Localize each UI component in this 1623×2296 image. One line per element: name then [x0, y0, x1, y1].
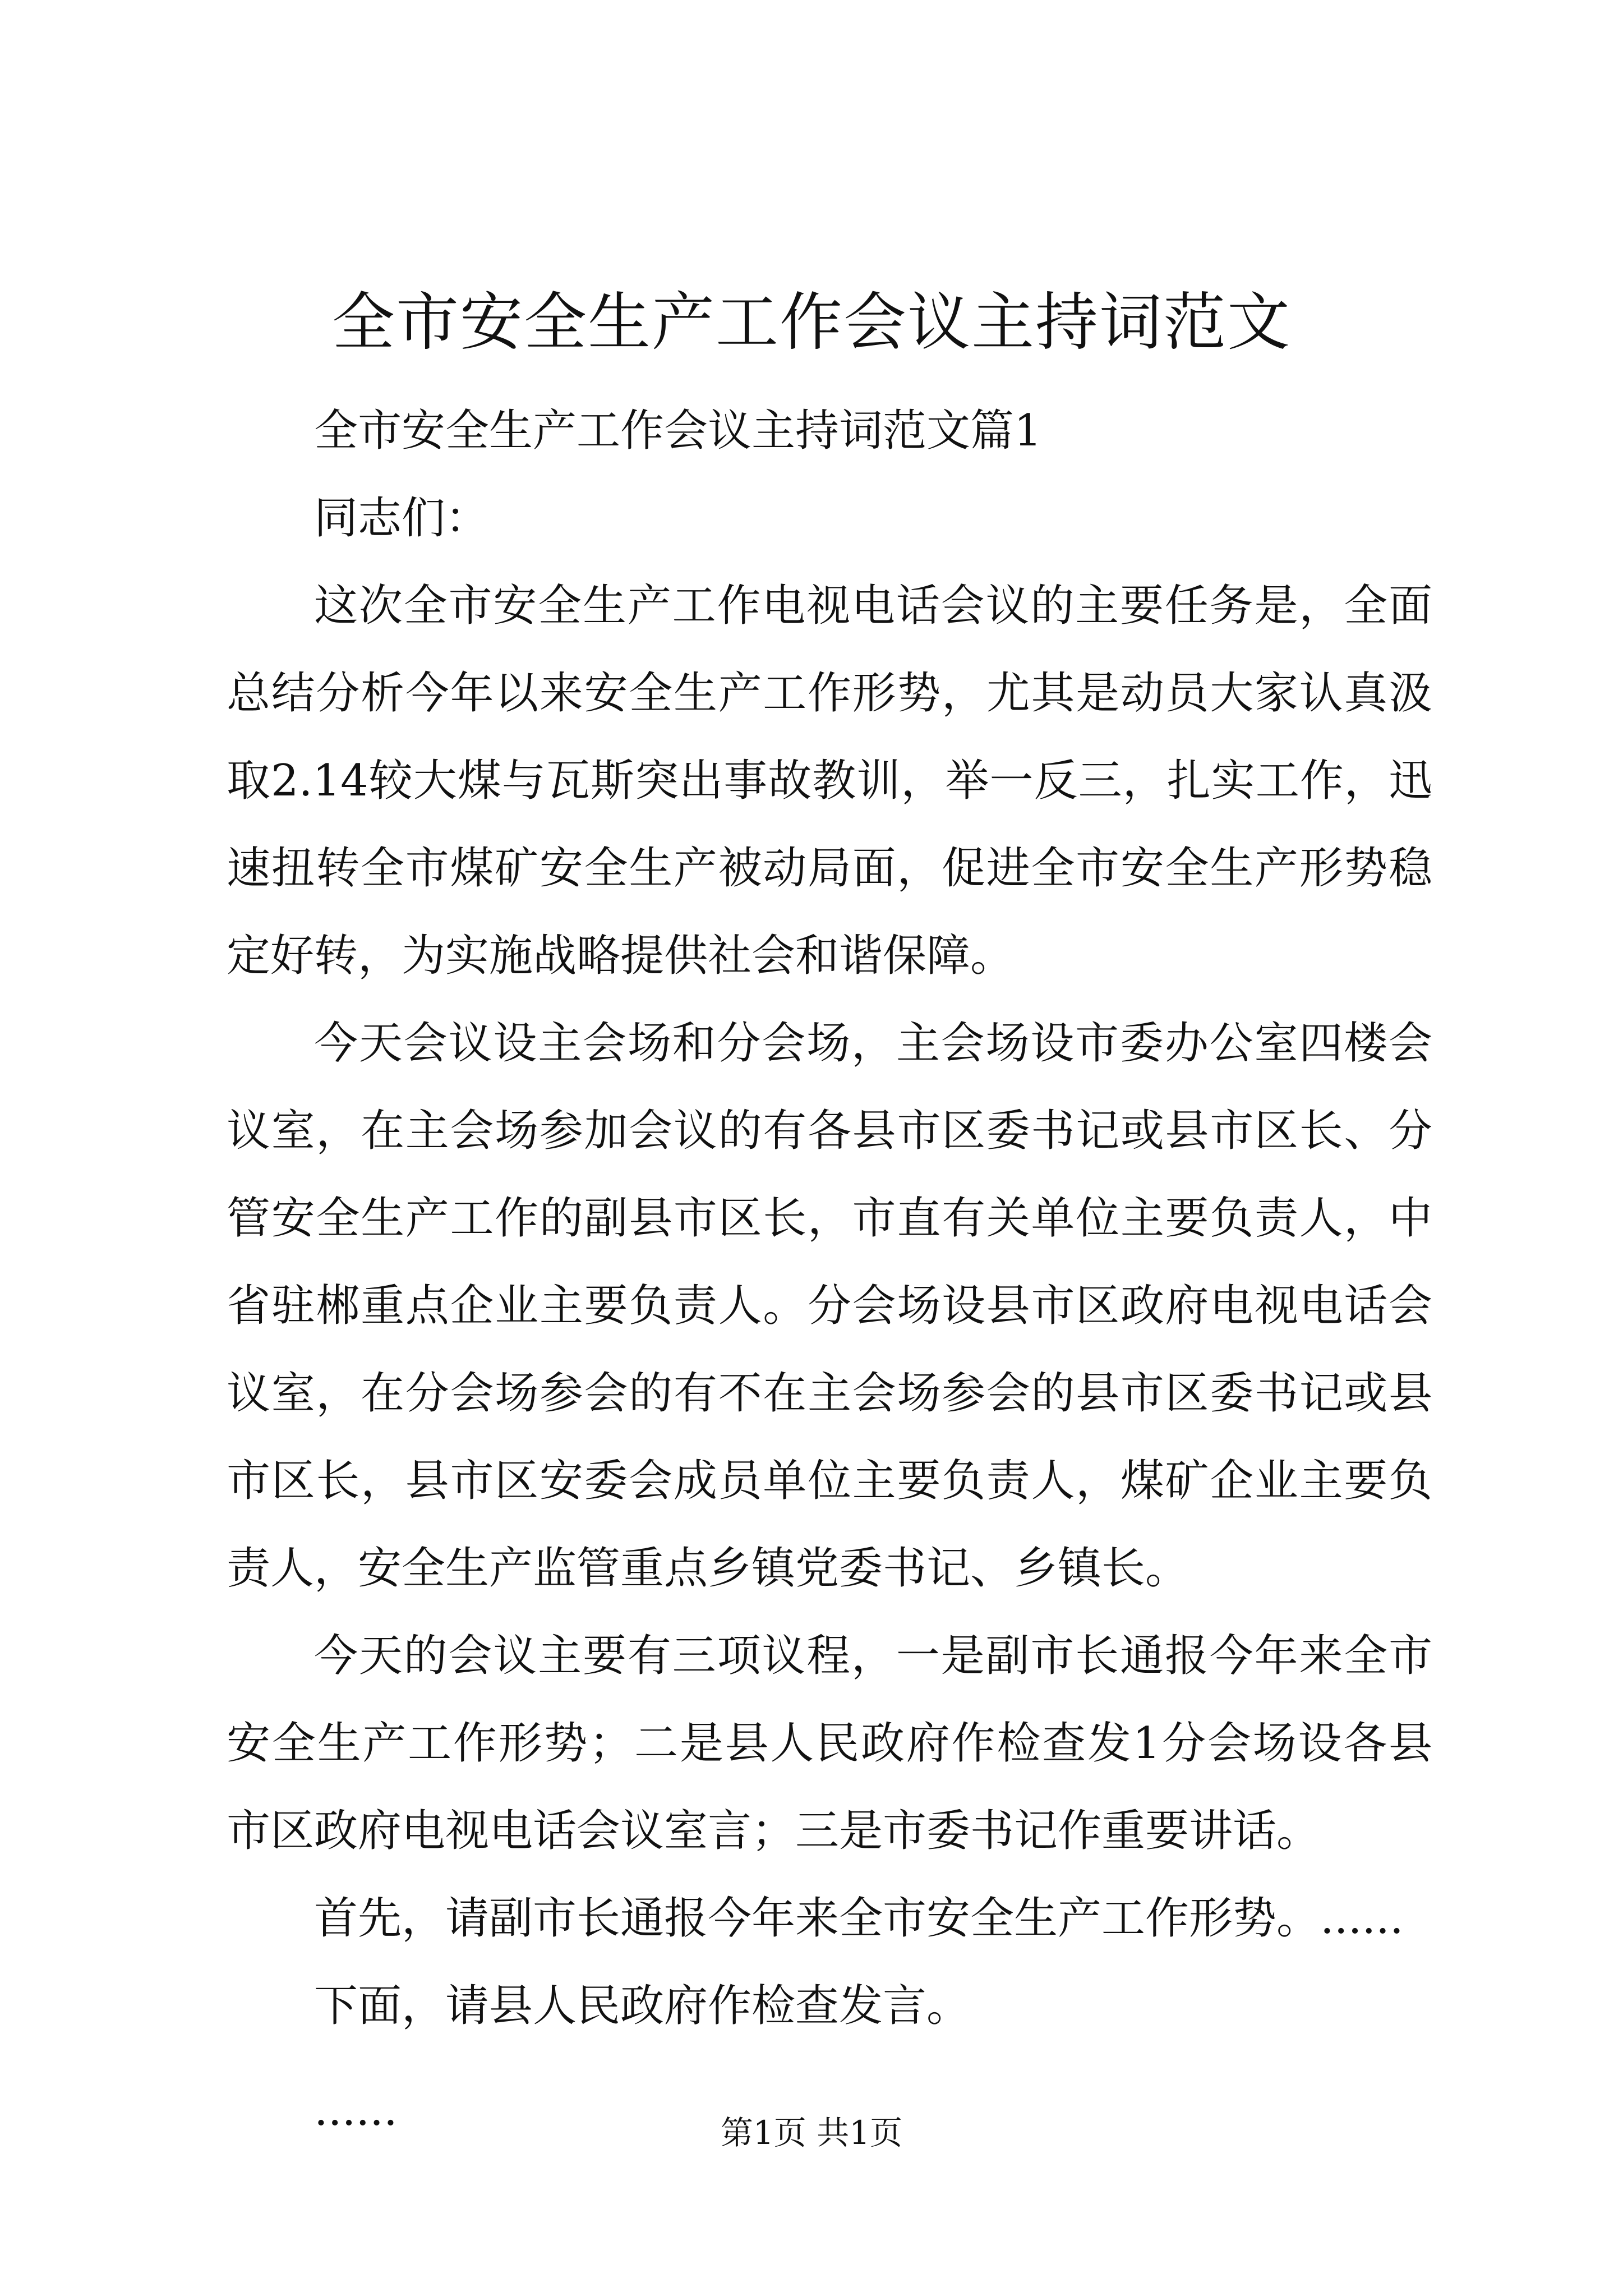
salutation: 同志们： — [314, 493, 490, 544]
paragraph-agenda: 今天的会议主要有三项议程，一是副市长通报今年来全市安全生产工作形势；二是县人民政府作检查发1分会场设各县市区政府电视电话会议室言；三是市委书记作重要讲话。 — [227, 1631, 1432, 1856]
paragraph-purpose: 这次全市安全生产工作电视电话会议的主要任务是，全面总结分析今年以来安全生产工作形势，尤其是动员大家认真汲取2.14较大煤与瓦斯突出事故教训，举一反三，扎实工作，迅速扭转全市煤矿安全生产被动局面，促进全市安全生产形势稳定好转，为实施战略提供社会和谐保障。 — [227, 581, 1432, 981]
paragraph-venues: 今天会议设主会场和分会场，主会场设市委办公室四楼会议室，在主会场参加会议的有各县市区委书记或县市区长、分管安全生产工作的副县市区长，市直有关单位主要负责人，中省驻郴重点企业主要负责人。分会场设县市区政府电视电话会议室，在分会场参会的有不在主会场参会的县市区委书记或县市区长，县市区安委会成员单位主要负责人，煤矿企业主要负责人，安全生产监管重点乡镇党委书记、乡镇长。 — [227, 1018, 1432, 1594]
paragraph-ellipsis: ...... — [314, 2085, 398, 2136]
document-body — [227, 387, 1432, 2154]
paragraph-second-item: 下面，请县人民政府作检查发言。 — [314, 1981, 971, 2031]
document-title: 全市安全生产工作会议主持词范文 — [332, 286, 1291, 359]
paragraph-first-item: 首先，请副市长通报今年来全市安全生产工作形势。...... — [314, 1893, 1404, 1944]
section-heading: 全市安全生产工作会议主持词范文篇1 — [314, 406, 1042, 456]
page-footer: 第1页 共1页 — [720, 2114, 903, 2152]
